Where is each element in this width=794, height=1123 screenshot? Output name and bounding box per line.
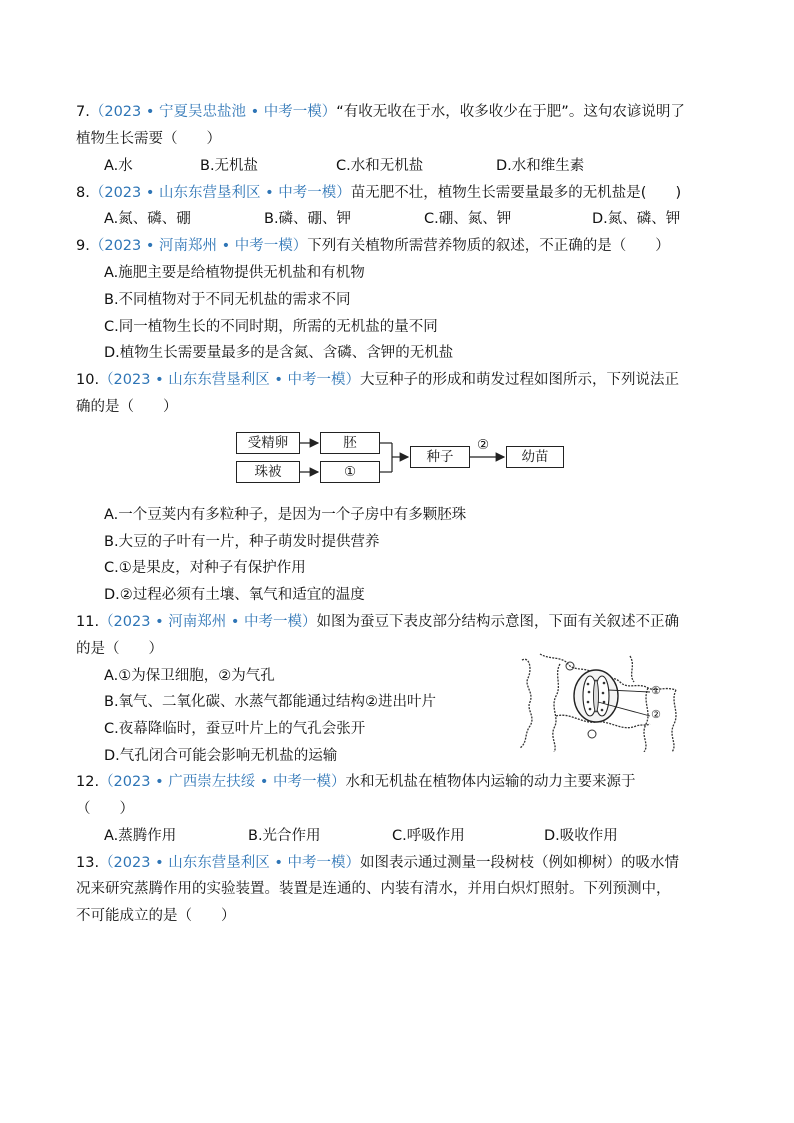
q12-option-a[interactable]: A.蒸腾作用 (104, 828, 177, 844)
q10-box-seed: 种子 (410, 446, 470, 468)
q13-line3: 不可能成立的是（ ） (76, 908, 236, 924)
q10-line2: 确的是（ ） (76, 399, 178, 415)
q12-option-b[interactable]: B.光合作用 (248, 828, 321, 844)
q11-figure-label-2: ② (651, 708, 661, 721)
q12-line2: （ ） (76, 801, 134, 817)
q12-option-d[interactable]: D.吸收作用 (544, 828, 618, 844)
q13-number: 13. (76, 855, 100, 871)
q11-figure-label-1: ① (651, 684, 661, 697)
q10-option-d[interactable]: D.②过程必须有土壤、氧气和适宜的温度 (104, 587, 365, 603)
q11-source: （2023 • 河南郑州 • 中考一模） (99, 614, 317, 630)
q8-number: 8. (76, 185, 90, 201)
q8-option-a[interactable]: A.氮、磷、硼 (104, 211, 191, 227)
q10-box-embryo: 胚 (320, 432, 380, 454)
q7-source: （2023 • 宁夏吴忠盐池 • 中考一模） (89, 104, 337, 120)
q8-stem: 苗无肥不壮，植物生长需要量最多的无机盐是( ) (350, 185, 682, 201)
q10-option-c[interactable]: C.①是果皮，对种子有保护作用 (104, 560, 306, 576)
q7-line2: 植物生长需要（ ） (76, 131, 221, 147)
q10-box-mark1: ① (320, 461, 380, 483)
q8-option-b[interactable]: B.磷、硼、钾 (264, 211, 352, 227)
q9-source: （2023 • 河南郑州 • 中考一模） (89, 238, 308, 254)
q9-option-c[interactable]: C.同一植物生长的不同时期，所需的无机盐的量不同 (104, 319, 438, 335)
q11-line1 (76, 612, 679, 632)
q8-source: （2023 • 山东东营垦利区 • 中考一模） (89, 185, 351, 201)
q9-option-d[interactable]: D.植物生长需要量最多的是含氮、含磷、含钾的无机盐 (104, 345, 454, 361)
q12-option-c[interactable]: C.呼吸作用 (392, 828, 465, 844)
q8-option-c[interactable]: C.硼、氮、钾 (424, 211, 512, 227)
q13-line2: 况来研究蒸腾作用的实验装置。装置是连通的、内装有清水，并用白炽灯照射。下列预测中， (76, 881, 671, 897)
q12-number: 12. (76, 774, 100, 790)
q10-option-b[interactable]: B.大豆的子叶有一片，种子萌发时提供营养 (104, 534, 380, 550)
q10-flow-arrows (0, 0, 794, 520)
q11-option-b[interactable]: B.氧气、二氧化碳、水蒸气都能通过结构②进出叶片 (104, 694, 437, 710)
q7-option-d[interactable]: D.水和维生素 (496, 158, 585, 174)
q9-number: 9. (76, 238, 90, 254)
q10-box-fertilized-egg: 受精卵 (236, 432, 300, 454)
q11-option-a[interactable]: A.①为保卫细胞，②为气孔 (104, 668, 275, 684)
q10-mark2-label: ② (477, 437, 490, 453)
q9-stem: 下列有关植物所需营养物质的叙述，不正确的是（ ） (307, 238, 670, 254)
q12-stem: 水和无机盐在植物体内运输的动力主要来源于 (345, 774, 636, 790)
q10-box-integument: 珠被 (236, 461, 300, 483)
q11-option-d[interactable]: D.气孔闭合可能会影响无机盐的运输 (104, 748, 338, 764)
q10-box-seedling: 幼苗 (506, 446, 564, 468)
q10-number: 10. (76, 372, 100, 388)
q8-option-d[interactable]: D.氮、磷、钾 (592, 211, 681, 227)
q13-stem: 如图表示通过测量一段树枝（例如柳树）的吸水情 (360, 855, 680, 871)
q13-source: （2023 • 山东东营垦利区 • 中考一模） (99, 855, 361, 871)
q11-number: 11. (76, 614, 100, 630)
q9-option-a[interactable]: A.施肥主要是给植物提供无机盐和有机物 (104, 265, 365, 281)
q9-option-b[interactable]: B.不同植物对于不同无机盐的需求不同 (104, 292, 351, 308)
q11-stem: 如图为蚕豆下表皮部分结构示意图，下面有关叙述不正确 (316, 614, 680, 630)
q7-option-a[interactable]: A.水 (104, 158, 133, 174)
q12-source: （2023 • 广西崇左扶绥 • 中考一模） (99, 774, 346, 790)
q7-option-b[interactable]: B.无机盐 (200, 158, 259, 174)
q10-source: （2023 • 山东东营垦利区 • 中考一模） (99, 372, 361, 388)
q13-line1 (76, 853, 679, 873)
q12-line1 (76, 772, 636, 792)
q11-epidermis-figure (510, 652, 690, 752)
q7-option-c[interactable]: C.水和无机盐 (336, 158, 424, 174)
q7-number: 7. (76, 104, 90, 120)
q10-stem: 大豆种子的形成和萌发过程如图所示，下列说法正 (360, 372, 680, 388)
q11-line2: 的是（ ） (76, 641, 163, 657)
q11-option-c[interactable]: C.夜幕降临时，蚕豆叶片上的气孔会张开 (104, 721, 366, 737)
q10-option-a[interactable]: A.一个豆荚内有多粒种子，是因为一个子房中有多颗胚珠 (104, 507, 467, 523)
q7-stem: “有收无收在于水，收多收少在于肥”。这句农谚说明了 (336, 104, 685, 120)
